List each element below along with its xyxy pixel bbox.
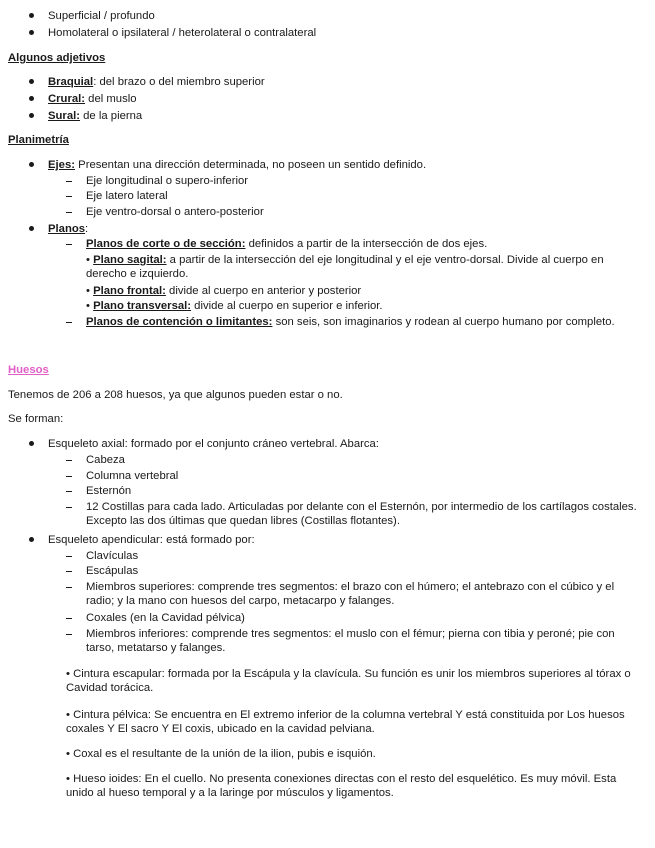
definition: definidos a partir de la intersección de dos ejes. (245, 238, 488, 250)
bullet (29, 441, 34, 446)
definition: divide al cuerpo en anterior y posterior (165, 285, 362, 297)
sub-item: Clavículas (86, 550, 139, 562)
definition: a partir de la intersección del eje longitudinal y el eje ventro-dorsal. Divide al cuerpo en derecho e izquierdo. (86, 254, 604, 280)
bullet-glyph: • (86, 300, 94, 312)
bullet (29, 13, 34, 18)
dash (66, 244, 72, 245)
dash (66, 491, 72, 492)
section-heading-planimetria: Planimetría (8, 134, 69, 146)
term: Plano transversal: (93, 300, 192, 312)
list-item: Homolateral o ipsilateral / heterolateral o contralateral (48, 27, 317, 39)
dash (66, 618, 72, 619)
sub-item: Eje ventro-dorsal o antero-posterior (86, 206, 264, 218)
sub-item: Miembros inferiores: comprende tres segmentos: el muslo con el fémur; pierna con tibia y peroné; pie con tarso, metatarso y falanges. (86, 628, 615, 654)
separator: : (93, 76, 97, 88)
dash (66, 571, 72, 572)
list-item (48, 92, 137, 106)
sub-item-frontal (86, 284, 361, 298)
bullet (29, 162, 34, 167)
sub-item: Columna vertebral (86, 470, 179, 482)
dash (66, 476, 72, 477)
note-hueso-ioides: • Hueso ioides: En el cuello. No presenta conexiones directas con el resto del esquelético. Es muy móvil. Esta unido al hueso temporal y a la laringe por músculos y ligamentos. (66, 773, 617, 799)
dash (66, 634, 72, 635)
term: Crural: (48, 93, 86, 105)
sub-item: Eje longitudinal o supero-inferior (86, 175, 249, 187)
list-item-axial: Esqueleto axial: formado por el conjunto cráneo vertebral. Abarca: (48, 438, 379, 450)
definition: divide al cuerpo en superior e inferior. (191, 300, 383, 312)
section-heading-huesos: Huesos (8, 364, 49, 376)
note-cintura-pelvica: • Cintura pélvica: Se encuentra en El extremo inferior de la columna vertebral Y está constituida por Los huesos coxales Y El sacro Y El coxis, ubicado en la cavidad pelviana. (66, 709, 625, 735)
dash (66, 322, 72, 323)
bullet (29, 113, 34, 118)
bullet (29, 30, 34, 35)
definition: de la pierna (80, 110, 143, 122)
definition: son seis, son imaginarios y rodean al cuerpo humano por completo. (272, 316, 615, 328)
sub-item: Miembros superiores: comprende tres segmentos: el brazo con el húmero; el antebrazo con el cúbico y el radio; y la mano con huesos del carpo, metacarpo y falanges. (86, 581, 615, 607)
note-cintura-escapular: • Cintura escapular: formada por la Escápula y la clavícula. Su función es unir los miembros superiores al tórax o Cavidad torácica. (66, 668, 631, 694)
list-item (48, 75, 265, 89)
paragraph: Tenemos de 206 a 208 huesos, ya que algunos pueden estar o no. (8, 389, 343, 401)
term: Planos de corte o de sección: (86, 238, 246, 250)
paragraph: Se forman: (8, 413, 64, 425)
dash (66, 460, 72, 461)
section-heading-adjetivos: Algunos adjetivos (8, 52, 106, 64)
list-item-planos (48, 222, 88, 236)
sub-item-sagital (86, 253, 641, 281)
dash (66, 212, 72, 213)
bullet (29, 79, 34, 84)
sub-item: Esternón (86, 485, 132, 497)
sub-item-transversal (86, 299, 383, 313)
list-item: Superficial / profundo (48, 10, 155, 22)
bullet (29, 537, 34, 542)
term: Planos de contención o limitantes: (86, 316, 273, 328)
definition: del brazo o del miembro superior (96, 76, 265, 88)
sub-item: 12 Costillas para cada lado. Articuladas por delante con el Esternón, por intermedio de los cartílagos costales. Excepto las dos últimas que quedan libres (Costillas flotantes). (86, 501, 637, 527)
dash (66, 181, 72, 182)
dash (66, 587, 72, 588)
sub-item-contencion (86, 315, 615, 329)
term: Ejes: (48, 159, 76, 171)
list-item-ejes (48, 158, 426, 172)
dash (66, 556, 72, 557)
list-item-apendicular: Esqueleto apendicular: está formado por: (48, 534, 255, 546)
definition: del muslo (85, 93, 137, 105)
dash (66, 507, 72, 508)
dash (66, 196, 72, 197)
definition: Presentan una dirección determinada, no poseen un sentido definido. (75, 159, 427, 171)
term: Sural: (48, 110, 81, 122)
separator: : (85, 223, 89, 235)
sub-item: Cabeza (86, 454, 125, 466)
term: Plano frontal: (93, 285, 166, 297)
term: Plano sagital: (93, 254, 167, 266)
bullet (29, 96, 34, 101)
sub-item: Coxales (en la Cavidad pélvica) (86, 612, 245, 624)
sub-item-corte (86, 237, 487, 251)
term: Planos (48, 223, 86, 235)
sub-item: Escápulas (86, 565, 139, 577)
note-coxal: • Coxal es el resultante de la unión de la ilion, pubis e isquión. (66, 748, 376, 760)
list-item (48, 109, 142, 123)
bullet-glyph: • (86, 285, 94, 297)
bullet-glyph: • (86, 254, 94, 266)
sub-item: Eje latero lateral (86, 190, 168, 202)
bullet (29, 226, 34, 231)
term: Braquial (48, 76, 94, 88)
